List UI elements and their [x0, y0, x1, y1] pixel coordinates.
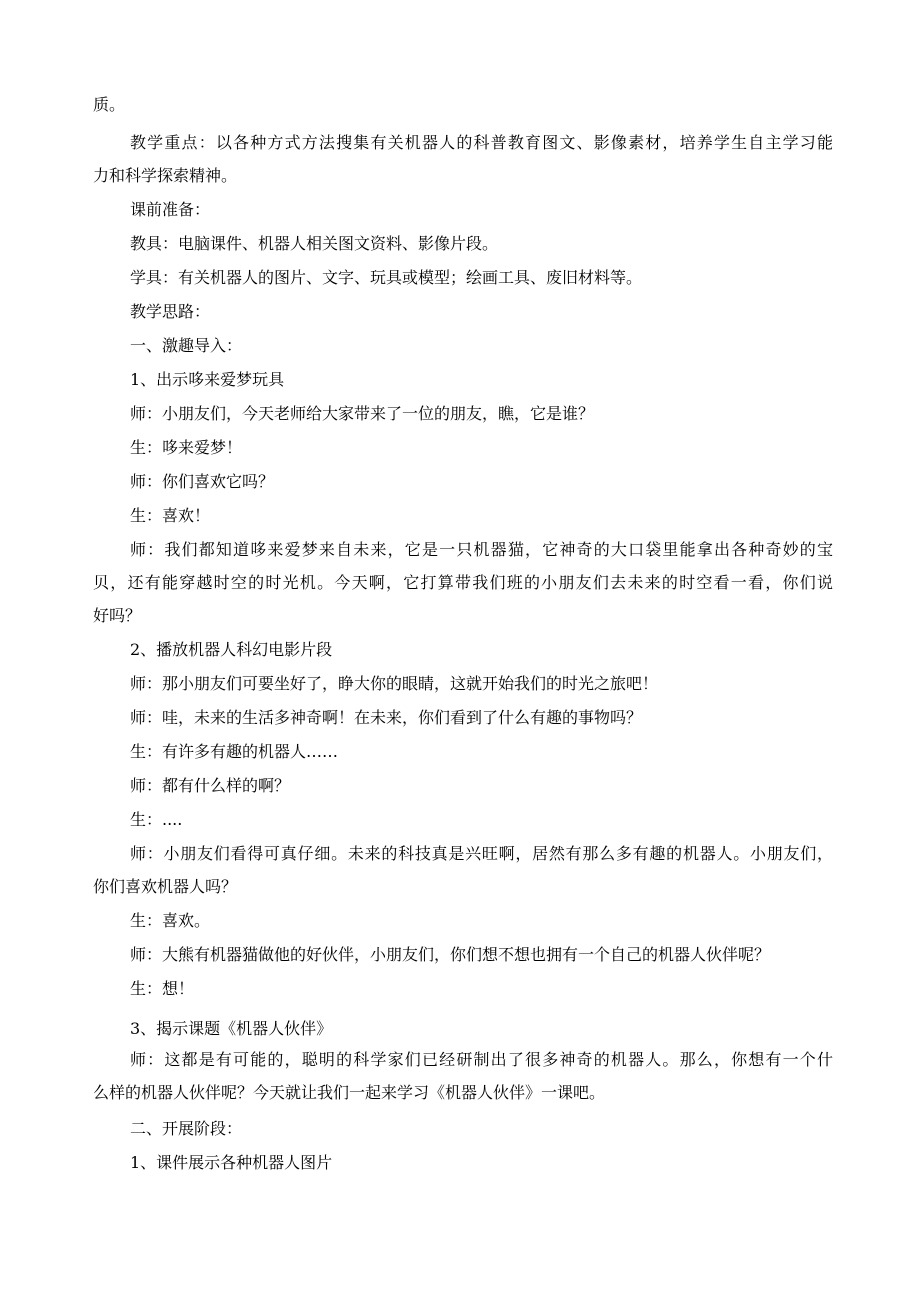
- text-line: 教学思路：: [130, 302, 211, 321]
- text-line: 师：这都是有可能的，聪明的科学家们已经研制出了很多神奇的机器人。那么，你想有一个什: [130, 1050, 833, 1069]
- text-line: 生：喜欢。: [130, 911, 211, 930]
- text-line: 1、课件展示各种机器人图片: [130, 1153, 333, 1172]
- text-line: 力和科学探索精神。: [93, 166, 238, 185]
- text-line: 课前准备：: [130, 200, 211, 219]
- text-line: 师：那小朋友们可要坐好了，睁大你的眼睛，这就开始我们的时光之旅吧！: [130, 674, 659, 693]
- text-line: 2、播放机器人科幻电影片段: [130, 640, 333, 659]
- text-line: 学具：有关机器人的图片、文字、玩具或模型；绘画工具、废旧材料等。: [130, 268, 643, 287]
- text-line: 师：哇，未来的生活多神奇啊！在未来，你们看到了什么有趣的事物吗？: [130, 708, 643, 727]
- text-line: 二、开展阶段：: [130, 1119, 243, 1138]
- text-line: 你们喜欢机器人吗？: [93, 877, 238, 896]
- text-line: 师：我们都知道哆来爱梦来自未来，它是一只机器猫，它神奇的大口袋里能拿出各种奇妙的宝: [130, 540, 833, 559]
- text-line: 生：想！: [130, 979, 195, 998]
- text-line: 生：有许多有趣的机器人……: [130, 742, 339, 761]
- text-line: 一、激趣导入：: [130, 336, 243, 355]
- text-line: 好吗？: [93, 606, 142, 625]
- text-line: 质。: [93, 95, 126, 114]
- text-line: 么样的机器人伙伴呢？今天就让我们一起来学习《机器人伙伴》一课吧。: [93, 1083, 606, 1102]
- text-line: 师：小朋友们看得可真仔细。未来的科技真是兴旺啊，居然有那么多有趣的机器人。小朋友们，: [130, 844, 833, 863]
- text-line: 贝，还有能穿越时空的时光机。今天啊，它打算带我们班的小朋友们去未来的时空看一看，你们说: [93, 573, 833, 592]
- text-line: 1、出示哆来爱梦玩具: [130, 370, 285, 389]
- text-line: 师：大熊有机器猫做他的好伙伴，小朋友们，你们想不想也拥有一个自己的机器人伙伴呢？: [130, 945, 771, 964]
- text-line: 生：喜欢！: [130, 506, 211, 525]
- text-line: 教学重点：以各种方式方法搜集有关机器人的科普教育图文、影像素材，培养学生自主学习能: [130, 133, 833, 152]
- text-line: 师：都有什么样的啊？: [130, 776, 291, 795]
- text-line: 师：小朋友们，今天老师给大家带来了一位的朋友，瞧，它是谁？: [130, 404, 595, 423]
- text-line: 教具：电脑课件、机器人相关图文资料、影像片段。: [130, 234, 499, 253]
- text-line: 3、揭示课题《机器人伙伴》: [130, 1019, 333, 1038]
- text-line: 生：哆来爱梦！: [130, 438, 243, 457]
- text-line: 生：....: [130, 810, 183, 829]
- text-line: 师：你们喜欢它吗？: [130, 472, 275, 491]
